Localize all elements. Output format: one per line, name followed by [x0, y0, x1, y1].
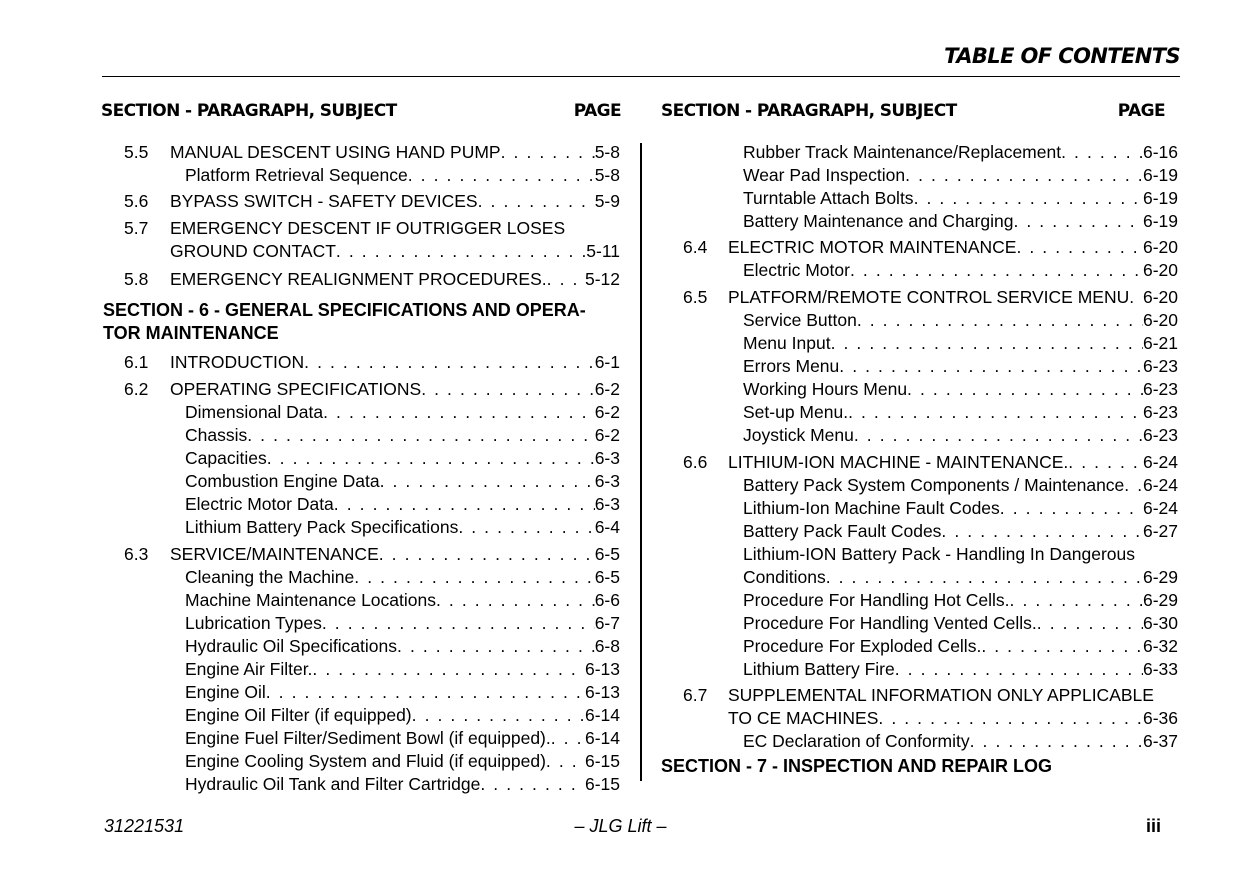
left-page-heading: PAGE — [573, 101, 621, 121]
toc-entry-page: 6-5 — [594, 567, 620, 587]
toc-entry — [124, 190, 620, 213]
toc-entry-title: Capacities — [185, 448, 267, 468]
leader-dots — [480, 773, 585, 796]
section-7-heading: SECTION - 7 - INSPECTION AND REPAIR LOG — [661, 756, 1053, 776]
toc-entry — [124, 378, 620, 401]
toc-entry-page: 6-2 — [594, 402, 620, 422]
toc-entry-page: 6-6 — [594, 590, 620, 610]
leader-dots — [412, 704, 585, 727]
toc-entry — [124, 727, 620, 750]
toc-entry-page: 6-20 — [1142, 310, 1178, 330]
toc-entry — [683, 684, 1178, 707]
toc-entry — [683, 286, 1178, 309]
toc-entry-title: ELECTRIC MOTOR MAINTENANCE — [728, 237, 1017, 257]
leader-dots — [304, 351, 595, 374]
toc-entry-title: Wear Pad Inspection — [743, 165, 906, 185]
leader-dots — [334, 493, 595, 516]
leader-dots — [312, 658, 585, 681]
toc-entry-page: 6-16 — [1142, 142, 1178, 162]
toc-entry-title: Chassis — [185, 425, 248, 445]
right-page-heading: PAGE — [1117, 101, 1165, 121]
toc-entry-page: 6-8 — [594, 636, 620, 656]
toc-entry — [124, 470, 620, 493]
toc-entry — [124, 141, 620, 164]
toc-entry-title: Hydraulic Oil Tank and Filter Cartridge — [185, 774, 481, 794]
toc-entry-title: PLATFORM/REMOTE CONTROL SERVICE MENU — [728, 287, 1130, 307]
leader-dots — [354, 566, 594, 589]
toc-entry-title: SERVICE/MAINTENANCE — [170, 544, 379, 564]
leader-dots — [831, 332, 1143, 355]
toc-entry — [683, 497, 1178, 520]
toc-entry-page: 6-37 — [1142, 731, 1178, 751]
toc-entry — [683, 520, 1178, 543]
leader-dots — [970, 730, 1143, 753]
leader-dots — [914, 187, 1143, 210]
toc-entry-title: EMERGENCY DESCENT IF OUTRIGGER LOSES — [170, 218, 566, 238]
toc-entry — [124, 773, 620, 796]
toc-entry-page: 6-13 — [584, 659, 620, 679]
leader-dots — [478, 190, 595, 213]
leader-dots — [907, 378, 1143, 401]
toc-entry — [683, 332, 1178, 355]
toc-entry-page: 6-14 — [584, 705, 620, 725]
toc-entry-page: 6-27 — [1142, 521, 1178, 541]
toc-entry — [124, 493, 620, 516]
toc-entry-title: TO CE MACHINES — [728, 708, 879, 728]
toc-entry — [124, 681, 620, 704]
toc-entry-page: 6-13 — [584, 682, 620, 702]
toc-entry-title: Lubrication Types — [185, 613, 322, 633]
leader-dots — [905, 164, 1143, 187]
toc-entry-page: 6-20 — [1142, 260, 1178, 280]
leader-dots — [421, 378, 595, 401]
toc-entry-title: INTRODUCTION — [170, 352, 305, 372]
leader-dots — [322, 612, 595, 635]
left-column-heading — [101, 101, 621, 121]
toc-entry-page: 6-23 — [1142, 402, 1178, 422]
toc-entry — [683, 543, 1178, 566]
page-number: iii — [1146, 816, 1162, 836]
toc-entry-page: 6-21 — [1142, 333, 1178, 353]
toc-entry-title: GROUND CONTACT — [170, 241, 336, 261]
toc-entry-title: EMERGENCY REALIGNMENT PROCEDURES. — [170, 269, 547, 289]
toc-entry-page: 6-19 — [1142, 211, 1178, 231]
toc-entry-title: Conditions — [743, 567, 826, 587]
toc-entry-page: 6-24 — [1142, 452, 1178, 472]
leader-dots — [1061, 141, 1143, 164]
section-6-heading-line1: SECTION - 6 - GENERAL SPECIFICATIONS AND OPERA- — [103, 300, 586, 320]
toc-entry-title: Combustion Engine Data — [185, 471, 380, 491]
leader-dots — [267, 447, 595, 470]
toc-entry-title: Engine Oil — [185, 682, 266, 702]
toc-entry-page: 5-12 — [584, 269, 620, 289]
toc-entry-title: OPERATING SPECIFICATIONS — [170, 379, 422, 399]
toc-entry — [124, 658, 620, 681]
footer-center: – JLG Lift – — [574, 816, 667, 836]
toc-entry-number: 6.2 — [124, 379, 149, 399]
toc-entry-title: Lithium Battery Pack Specifications — [185, 517, 459, 537]
toc-entry — [683, 309, 1178, 332]
toc-entry — [124, 447, 620, 470]
toc-entry-title: Engine Fuel Filter/Sediment Bowl (if equipped). — [185, 728, 551, 748]
toc-entry-page: 6-33 — [1142, 659, 1178, 679]
right-column-heading — [661, 101, 1165, 121]
leader-dots — [266, 681, 585, 704]
toc-entry-title: Lithium Battery Fire — [743, 659, 895, 679]
leader-dots — [854, 424, 1143, 447]
toc-entry — [683, 355, 1178, 378]
toc-entry-page: 6-19 — [1142, 188, 1178, 208]
toc-entry-title: Working Hours Menu — [743, 379, 908, 399]
toc-entry-title: MANUAL DESCENT USING HAND PUMP — [170, 142, 501, 162]
toc-entry — [683, 401, 1178, 424]
toc-entry — [683, 612, 1178, 635]
toc-entry-title: Dimensional Data — [185, 402, 324, 422]
toc-entry-page: 6-2 — [594, 379, 620, 399]
document-number: 31221531 — [104, 816, 185, 836]
toc-entry — [683, 658, 1178, 681]
toc-entry-title: Lithium-ION Battery Pack - Handling In Dangerous — [743, 544, 1135, 564]
toc-entry-page: 6-15 — [584, 751, 620, 771]
leader-dots — [878, 707, 1143, 730]
toc-entry-title: Procedure For Handling Vented Cells. — [743, 613, 1037, 633]
toc-entry — [124, 401, 620, 424]
toc-entry — [683, 236, 1178, 259]
toc-entry — [124, 635, 620, 658]
toc-entry-title: Electric Motor Data — [185, 494, 334, 514]
toc-entry-title: Battery Pack Fault Codes — [743, 521, 942, 541]
toc-entry — [124, 566, 620, 589]
leader-dots — [1010, 589, 1143, 612]
toc-entry-number: 6.5 — [683, 287, 708, 307]
toc-entry — [124, 516, 620, 539]
toc-entry — [683, 566, 1178, 589]
toc-entry-title: Joystick Menu — [743, 425, 854, 445]
toc-entry-page: 6-29 — [1142, 567, 1178, 587]
toc-entry-page: 5-9 — [594, 191, 620, 211]
toc-entry-page: 6-19 — [1142, 165, 1178, 185]
leader-dots — [323, 401, 595, 424]
toc-entry-title: Cleaning the Machine — [185, 567, 355, 587]
toc-entry-page: 6-14 — [584, 728, 620, 748]
toc-entry-title: Battery Pack System Components / Maintenance — [743, 475, 1125, 495]
toc-entry-title: EC Declaration of Conformity — [743, 731, 970, 751]
column-divider — [640, 143, 642, 781]
toc-entry-title: Turntable Attach Bolts — [743, 188, 914, 208]
toc-entry-page: 6-15 — [584, 774, 620, 794]
toc-entry-title: Set-up Menu. — [743, 402, 849, 422]
toc-entry-title: LITHIUM-ION MACHINE - MAINTENANCE. — [728, 452, 1069, 472]
toc-entry — [124, 164, 620, 187]
toc-entry-title: Rubber Track Maintenance/Replacement — [743, 142, 1062, 162]
toc-entry — [683, 730, 1178, 753]
leader-dots — [1129, 286, 1143, 309]
toc-entry-page: 6-4 — [594, 517, 620, 537]
toc-entry-title: SUPPLEMENTAL INFORMATION ONLY APPLICABLE — [728, 685, 1154, 705]
toc-entry-title: Service Button — [743, 310, 857, 330]
leader-dots — [1013, 210, 1143, 233]
leader-dots — [895, 658, 1143, 681]
toc-entry-number: 5.6 — [124, 191, 149, 211]
leader-dots — [850, 259, 1143, 282]
toc-entry-page: 6-7 — [594, 613, 620, 633]
leader-dots — [247, 424, 594, 447]
toc-entry — [683, 378, 1178, 401]
toc-entry — [683, 589, 1178, 612]
left-section-heading: SECTION - PARAGRAPH, SUBJECT — [101, 101, 397, 121]
leader-dots — [380, 470, 595, 493]
page-title: TABLE OF CONTENTS — [944, 44, 1180, 68]
toc-entry-title: Engine Oil Filter (if equipped) — [185, 705, 412, 725]
toc-entry-page: 6-5 — [594, 544, 620, 564]
leader-dots — [857, 309, 1143, 332]
leader-dots — [839, 355, 1143, 378]
toc-entry — [124, 268, 620, 291]
toc-entry-page: 6-1 — [594, 352, 620, 372]
leader-dots — [1037, 612, 1143, 635]
toc-entry-page: 6-20 — [1142, 287, 1178, 307]
toc-entry-page: 6-23 — [1142, 356, 1178, 376]
toc-entry-page: 6-23 — [1142, 379, 1178, 399]
toc-entry — [124, 750, 620, 773]
toc-entry-page: 5-8 — [594, 165, 620, 185]
toc-entry — [683, 164, 1178, 187]
toc-entry-title: Battery Maintenance and Charging — [743, 211, 1014, 231]
toc-entry — [683, 635, 1178, 658]
toc-entry-page: 6-29 — [1142, 590, 1178, 610]
leader-dots — [436, 589, 595, 612]
toc-entry-title: Procedure For Handling Hot Cells. — [743, 590, 1010, 610]
toc-entry-page: 6-36 — [1142, 708, 1178, 728]
leader-dots — [458, 516, 594, 539]
toc-entry — [124, 543, 620, 566]
toc-entry-page: 6-3 — [594, 448, 620, 468]
toc-entry — [124, 424, 620, 447]
toc-entry — [683, 259, 1178, 282]
toc-entry-page: 6-20 — [1142, 237, 1178, 257]
toc-entry-number: 6.3 — [124, 544, 149, 564]
leader-dots — [941, 520, 1143, 543]
toc-entry — [683, 187, 1178, 210]
toc-entry-page: 6-23 — [1142, 425, 1178, 445]
toc-entry-number: 6.4 — [683, 237, 708, 257]
toc-entry-title: Machine Maintenance Locations — [185, 590, 436, 610]
toc-entry-page: 6-24 — [1142, 475, 1178, 495]
leader-dots — [547, 268, 585, 291]
toc-entry-title: Engine Cooling System and Fluid (if equipped) — [185, 751, 546, 771]
toc-entry-title: Engine Air Filter. — [185, 659, 313, 679]
leader-dots — [408, 164, 595, 187]
toc-entry — [683, 451, 1178, 474]
toc-entry-number: 5.5 — [124, 142, 149, 162]
leader-dots — [1124, 474, 1143, 497]
leader-dots — [826, 566, 1143, 589]
leader-dots — [501, 141, 595, 164]
toc-entry — [124, 704, 620, 727]
leader-dots — [1068, 451, 1143, 474]
toc-entry-page: 6-30 — [1142, 613, 1178, 633]
toc-entry-page: 6-3 — [594, 471, 620, 491]
toc-entry-page: 6-24 — [1142, 498, 1178, 518]
right-section-heading: SECTION - PARAGRAPH, SUBJECT — [661, 101, 957, 121]
leader-dots — [336, 240, 586, 263]
toc-entry — [124, 589, 620, 612]
toc-entry — [683, 424, 1178, 447]
header-rule — [102, 76, 1180, 77]
section-6-heading — [103, 299, 613, 345]
toc-entry-number: 6.6 — [683, 452, 708, 472]
leader-dots — [981, 635, 1143, 658]
toc-entry-title: Lithium-Ion Machine Fault Codes — [743, 498, 1000, 518]
toc-entry-page: 5-11 — [586, 241, 620, 261]
toc-entry — [683, 707, 1178, 730]
toc-entry — [124, 612, 620, 635]
toc-entry-title: Electric Motor — [743, 260, 850, 280]
toc-entry-number: 5.7 — [124, 218, 149, 238]
toc-entry-title: Hydraulic Oil Specifications — [185, 636, 398, 656]
toc-entry-number: 6.1 — [124, 352, 149, 372]
toc-entry-page: 5-8 — [594, 142, 620, 162]
toc-entry — [683, 210, 1178, 233]
toc-entry-page: 6-3 — [594, 494, 620, 514]
toc-entry-page: 6-32 — [1142, 636, 1178, 656]
toc-entry-page: 6-2 — [594, 425, 620, 445]
toc-entry-title: Errors Menu — [743, 356, 840, 376]
toc-entry-number: 6.7 — [683, 685, 708, 705]
leader-dots — [379, 543, 595, 566]
leader-dots — [848, 401, 1143, 424]
toc-entry — [683, 141, 1178, 164]
section-6-heading-line2: TOR MAINTENANCE — [103, 323, 279, 343]
toc-entry — [683, 474, 1178, 497]
leader-dots — [546, 750, 585, 773]
toc-entry-title: Platform Retrieval Sequence — [185, 165, 408, 185]
leader-dots — [551, 727, 585, 750]
toc-entry — [124, 217, 620, 240]
toc-entry-title: Procedure For Exploded Cells. — [743, 636, 982, 656]
toc-entry-title: Menu Input — [743, 333, 831, 353]
leader-dots — [1016, 236, 1143, 259]
toc-entry — [124, 351, 620, 374]
toc-entry — [124, 240, 620, 263]
leader-dots — [1000, 497, 1143, 520]
toc-entry-number: 5.8 — [124, 269, 149, 289]
leader-dots — [397, 635, 595, 658]
toc-entry-title: BYPASS SWITCH - SAFETY DEVICES — [170, 191, 478, 211]
